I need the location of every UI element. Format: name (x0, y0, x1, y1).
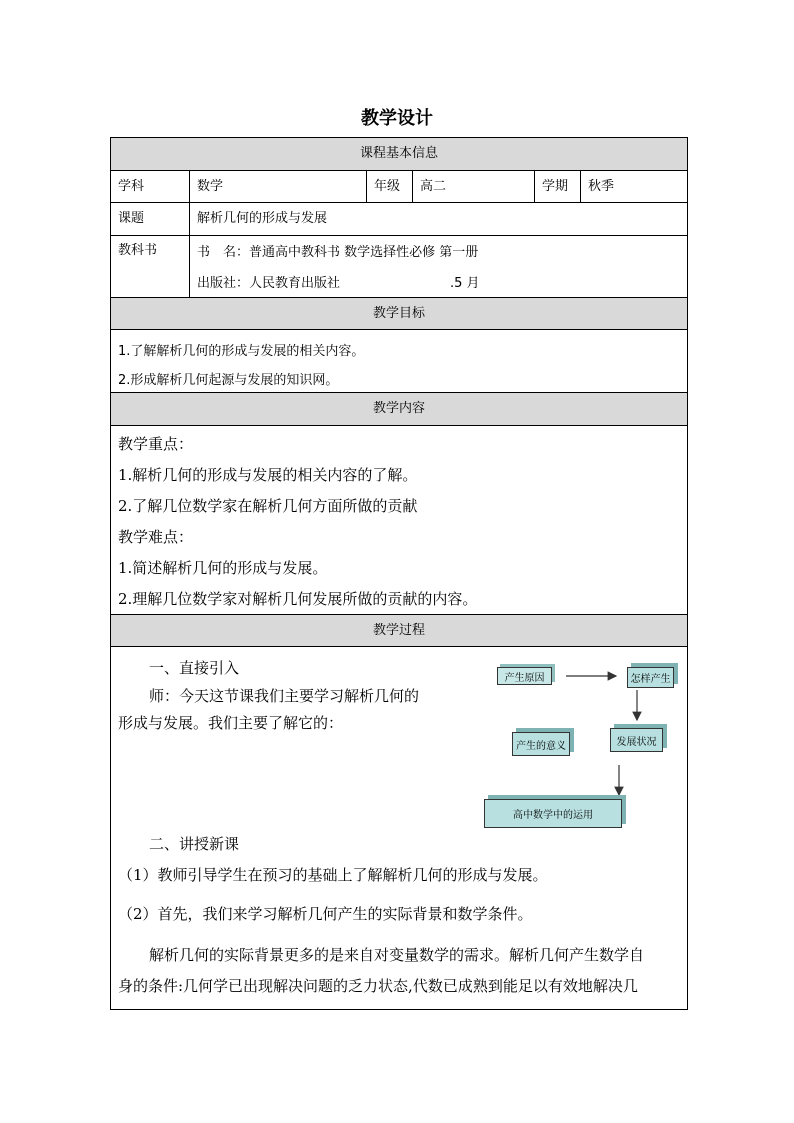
textbook-label: 教科书 (111, 236, 190, 297)
process-paragraph: 身的条件:几何学已出现解决问题的乏力状态,代数已成熟到能足以有效地解决几 (118, 977, 638, 995)
process-text: 师：今天这节课我们主要学习解析几何的 (149, 687, 420, 705)
process-step-new: 二、讲授新课 (149, 835, 240, 853)
process-paragraph: 解析几何的实际背景更多的是来自对变量数学的需求。解析几何产生数学自 (149, 946, 645, 964)
diagram-box-status: 发展状况 (610, 728, 663, 752)
process-text: 形成与发展。我们主要了解它的： (118, 714, 344, 732)
subject-label: 学科 (111, 171, 190, 202)
term-label: 学期 (535, 171, 581, 202)
publisher-line: 出版社：人民教育出版社 (197, 276, 341, 291)
topic-label: 课题 (111, 203, 190, 235)
process-text: （2）首先，我们来学习解析几何产生的实际背景和数学条件。 (118, 905, 533, 923)
process-text: （1）教师引导学生在预习的基础上了解解析几何的形成与发展。 (118, 866, 548, 884)
section-header-content: 教学内容 (111, 393, 687, 426)
textbook-row (111, 236, 687, 298)
publish-date: .5 月 (450, 276, 480, 291)
info-row (111, 171, 687, 203)
section-header-basic-info: 课程基本信息 (111, 138, 687, 171)
diagram-box-meaning: 产生的意义 (512, 732, 570, 756)
content-line: 2.了解几位数学家在解析几何方面所做的贡献 (118, 497, 418, 515)
content-line: 1.简述解析几何的形成与发展。 (118, 559, 328, 577)
term-value: 秋季 (588, 179, 615, 194)
content-line: 教学难点： (118, 528, 194, 546)
lesson-plan-table (110, 137, 688, 1010)
grade-label: 年级 (367, 171, 413, 202)
content-line: 2.理解几位数学家对解析几何发展所做的贡献的内容。 (118, 590, 478, 608)
content-line: 教学重点： (118, 435, 194, 453)
topic-value: 解析几何的形成与发展 (197, 211, 328, 226)
objective-item: 1.了解解析几何的形成与发展的相关内容。 (118, 344, 365, 359)
diagram-box-cause: 产生原因 (497, 667, 552, 685)
objectives-body (111, 330, 687, 393)
content-body (111, 426, 687, 615)
subject-value: 数学 (190, 171, 367, 202)
book-line: 书 名：普通高中教科书 数学选择性必修 第一册 (197, 245, 479, 260)
section-header-process: 教学过程 (111, 615, 687, 647)
diagram-box-usage: 高中数学中的运用 (484, 799, 622, 828)
section-header-objectives: 教学目标 (111, 298, 687, 330)
page-title: 教学设计 (361, 108, 433, 129)
content-line: 1.解析几何的形成与发展的相关内容的了解。 (118, 466, 418, 484)
grade-value: 高二 (413, 171, 535, 202)
diagram-box-how: 怎样产生 (627, 667, 674, 688)
topic-row (111, 203, 687, 236)
process-step-intro: 一、直接引入 (149, 659, 240, 677)
textbook-value (190, 236, 687, 297)
objective-item: 2.形成解析几何起源与发展的知识网。 (118, 373, 339, 388)
process-body (111, 647, 687, 1009)
